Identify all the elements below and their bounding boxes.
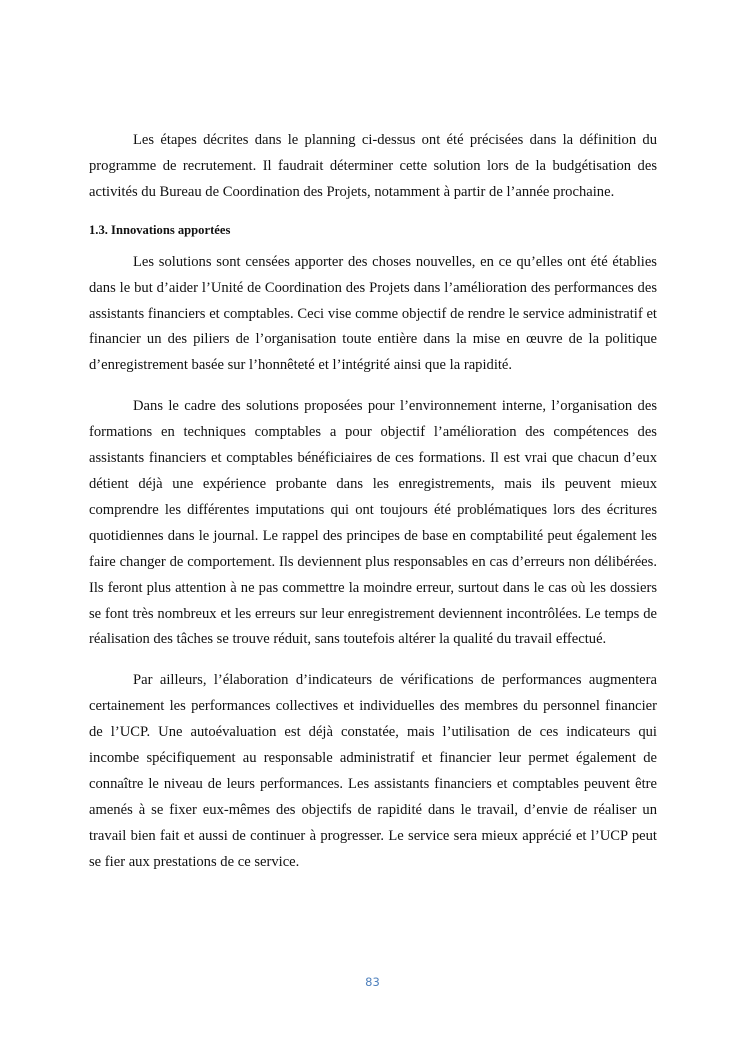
paragraph-recruitment-planning: Les étapes décrites dans le planning ci-dessus ont été précisées dans la définition du programme de recrutement. Il faudrait déterminer cette solution lors de la budgétisation des activités du Bureau de Coordination des Projets, notamment à partir de l’année prochaine.	[89, 132, 657, 200]
page-number: 83	[365, 975, 380, 989]
paragraph-innovations-intro: Les solutions sont censées apporter des choses nouvelles, en ce qu’elles ont été établies dans le but d’aider l’Unité de Coordination des Projets dans l’amélioration des performances des assistants financiers et comptables. Ceci vise comme objectif de rendre le service administratif et financier un des piliers de l’organisation toute entière dans la mise en œuvre de la politique d’enregistrement basée sur l’honnêteté et l’intégrité ainsi que la rapidité.	[89, 253, 657, 374]
paragraph-training: Dans le cadre des solutions proposées pour l’environnement interne, l’organisation des formations en techniques comptables a pour objectif l’amélioration des compétences des assistants financiers et comptables bénéficiaires de ces formations. Il est vrai que chacun d’eux détient déjà une expérience probante dans les enregistrements, mais ils peuvent mieux comprendre les différentes imputations qui ont toujours été problématiques lors des écritures quotidiennes dans le journal. Le rappel des principes de base en comptabilité peut également les faire changer de comportement. Ils deviennent plus responsables en cas d’erreurs non délibérées. Ils feront plus attention à ne pas commettre la moindre erreur, surtout dans le cas où les dossiers se font très nombreux et les erreurs sur leur enregistrement deviennent incontrôlées. Le temps de réalisation des tâches se trouve réduit, sans toutefois altérer la qualité du travail effectué.	[89, 398, 657, 648]
page-body	[89, 128, 657, 876]
paragraph-performance-indicators: Par ailleurs, l’élaboration d’indicateurs de vérifications de performances augmentera certainement les performances collectives et individuelles des membres du personnel financier de l’UCP. Une autoévaluation est déjà constatée, mais l’utilisation de ces indicateurs qui incombe spécifiquement au responsable administratif et financier leur permet également de connaître le niveau de leurs performances. Les assistants financiers et comptables peuvent être amenés à se fixer eux-mêmes des objectifs de rapidité dans le travail, d’envie de réaliser un travail bien fait et aussi de continuer à progresser. Le service sera mieux apprécié et l’UCP peut se fier aux prestations de ce service.	[89, 672, 657, 870]
section-heading: 1.3. Innovations apportées	[89, 222, 231, 237]
